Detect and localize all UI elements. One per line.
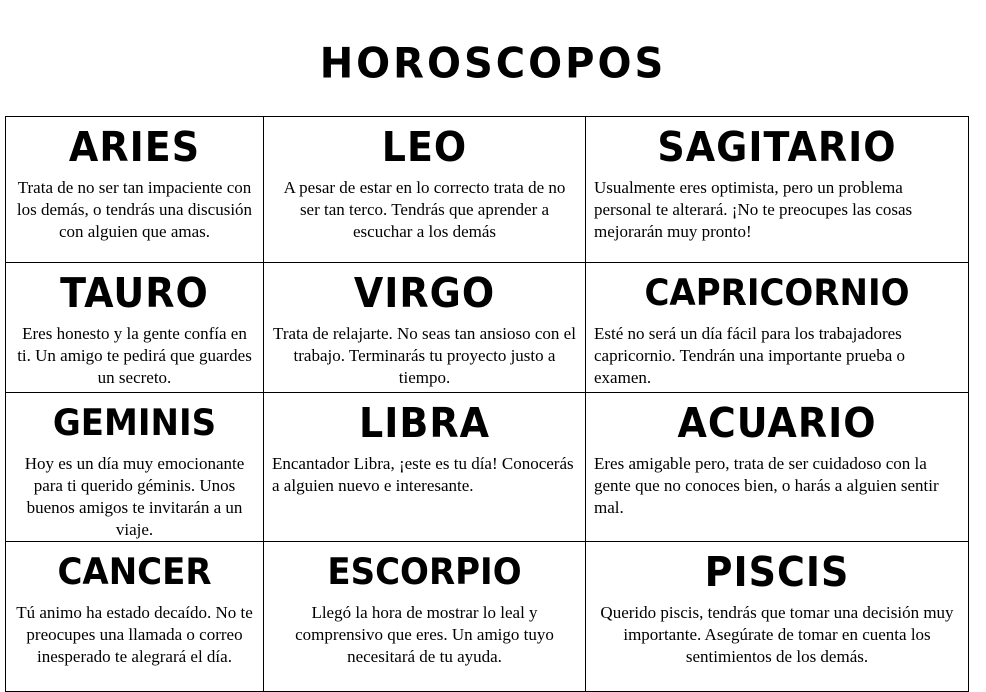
sign-cell-acuario	[586, 393, 969, 542]
sign-text-escorpio: Llegó la hora de mostrar lo leal y comprensivo que eres. Un amigo tuyo necesitará de tu ayuda.	[295, 603, 554, 666]
sign-cell-piscis	[586, 542, 969, 692]
sign-text-sagitario: Usualmente eres optimista, pero un problema personal te alterará. ¡No te preocupes las cosas mejorarán muy pronto!	[594, 178, 913, 241]
sign-cell-cancer	[6, 542, 264, 692]
sign-cell-tauro	[6, 263, 264, 393]
sign-cell-escorpio	[264, 542, 586, 692]
grid-row	[6, 393, 969, 542]
sign-text-capricornio: Esté no será un día fácil para los trabajadores capricornio. Tendrán una importante prueba o examen.	[594, 324, 905, 387]
sign-name-geminis: GEMINIS	[52, 401, 217, 445]
horoscope-grid	[5, 116, 969, 692]
sign-text-geminis: Hoy es un día muy emocionante para ti querido géminis. Unos buenos amigos te invitarán a un viaje.	[24, 454, 245, 539]
sign-text-cancer: Tú animo ha estado decaído. No te preocupes una llamada o correo inesperado te alegrará el día.	[16, 603, 253, 666]
sign-name-aries: ARIES	[68, 123, 201, 171]
sign-cell-libra	[264, 393, 586, 542]
sign-name-leo: LEO	[381, 123, 468, 171]
sign-name-tauro: TAURO	[60, 269, 209, 317]
grid-row	[6, 542, 969, 692]
sign-text-virgo: Trata de relajarte. No seas tan ansioso con el trabajo. Terminarás tu proyecto justo a tiempo.	[273, 324, 576, 387]
sign-text-piscis: Querido piscis, tendrás que tomar una decisión muy importante. Asegúrate de tomar en cuenta los sentimientos de los demás.	[600, 603, 954, 666]
sign-name-cancer: CANCER	[57, 550, 212, 594]
sign-cell-aries	[6, 117, 264, 263]
sign-name-acuario: ACUARIO	[677, 399, 877, 447]
sign-text-acuario: Eres amigable pero, trata de ser cuidadoso con la gente que no conoces bien, o harás a alguien sentir mal.	[594, 454, 939, 517]
sign-text-libra: Encantador Libra, ¡este es tu día! Conocerás a alguien nuevo e interesante.	[272, 454, 574, 495]
sign-name-piscis: PISCIS	[704, 548, 850, 596]
sign-cell-geminis	[6, 393, 264, 542]
sign-name-libra: LIBRA	[359, 399, 490, 447]
sign-name-escorpio: ESCORPIO	[327, 550, 522, 594]
sign-cell-leo	[264, 117, 586, 263]
sign-name-capricornio: CAPRICORNIO	[644, 271, 910, 315]
sign-cell-virgo	[264, 263, 586, 393]
sign-name-sagitario: SAGITARIO	[657, 123, 897, 171]
sign-text-leo: A pesar de estar en lo correcto trata de no ser tan terco. Tendrás que aprender a escuchar a los demás	[283, 178, 566, 241]
page-title: HOROSCOPOS	[319, 39, 667, 89]
grid-row	[6, 263, 969, 393]
sign-cell-capricornio	[586, 263, 969, 393]
sign-text-tauro: Eres honesto y la gente confía en ti. Un amigo te pedirá que guardes un secreto.	[17, 324, 252, 387]
sign-name-virgo: VIRGO	[353, 269, 496, 317]
grid-row	[6, 117, 969, 263]
sign-cell-sagitario	[586, 117, 969, 263]
sign-text-aries: Trata de no ser tan impaciente con los demás, o tendrás una discusión con alguien que amas.	[16, 178, 253, 241]
